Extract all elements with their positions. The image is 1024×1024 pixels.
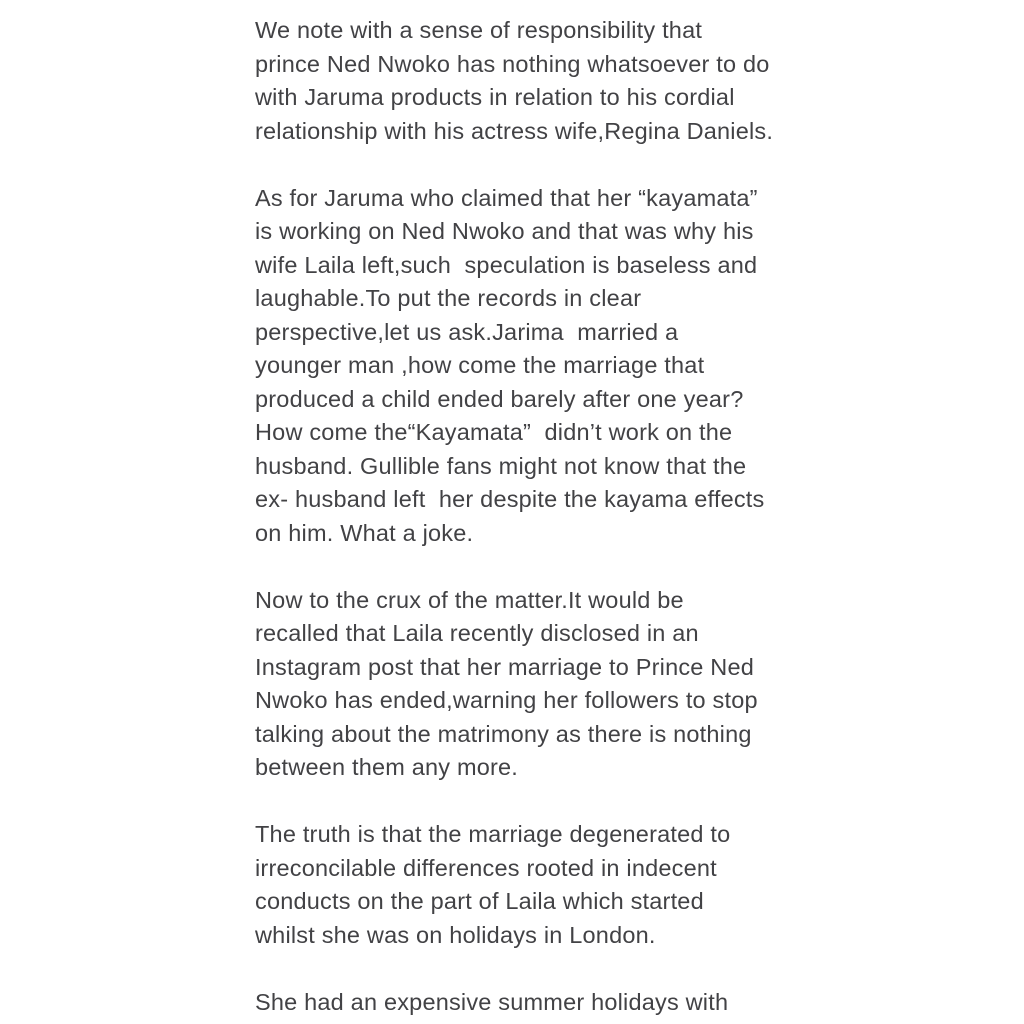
paragraph <box>255 14 785 148</box>
text-line: conducts on the part of Laila which started <box>255 888 704 914</box>
text-line: between them any more. <box>255 754 519 780</box>
text-line: younger man ,how come the marriage that <box>255 352 705 378</box>
text-line: Nwoko has ended,warning her followers to stop <box>255 687 758 713</box>
text-line: produced a child ended barely after one year? <box>255 385 744 412</box>
text-line: Now to the crux of the matter.It would be <box>255 586 684 613</box>
paragraph <box>255 986 785 1020</box>
text-line: wife Laila left,such speculation is baseless and <box>255 251 758 278</box>
text-line: perspective,let us ask.Jarima married a <box>255 318 679 345</box>
text-line: relationship with his actress wife,Regina Daniels. <box>255 117 774 144</box>
text-line: recalled that Laila recently disclosed in an <box>255 620 699 646</box>
text-line: on him. What a joke. <box>255 519 474 546</box>
document-body <box>255 14 785 1024</box>
text-line: is working on Ned Nwoko and that was why his <box>255 218 754 244</box>
text-line: ex- husband left her despite the kayama effects <box>255 486 765 512</box>
text-line: The truth is that the marriage degenerated to <box>255 821 731 847</box>
text-line: We note with a sense of responsibility that <box>255 17 703 43</box>
text-line: irreconcilable differences rooted in indecent <box>255 854 717 881</box>
text-line: with Jaruma products in relation to his cordial <box>255 84 735 110</box>
text-line: How come the“Kayamata” didn’t work on the <box>255 419 733 445</box>
paragraph <box>255 584 785 785</box>
text-line: husband. Gullible fans might not know that the <box>255 452 747 479</box>
text-line: laughable.To put the records in clear <box>255 285 642 311</box>
text-line: As for Jaruma who claimed that her “kayamata” <box>255 184 758 211</box>
paragraph <box>255 182 785 551</box>
text-line: Instagram post that her marriage to Prince Ned <box>255 653 755 680</box>
text-line: She had an expensive summer holidays with <box>255 988 729 1015</box>
text-line: prince Ned Nwoko has nothing whatsoever to do <box>255 50 770 77</box>
text-line: talking about the matrimony as there is nothing <box>255 720 752 747</box>
paragraph <box>255 818 785 952</box>
text-line: whilst she was on holidays in London. <box>255 921 656 948</box>
